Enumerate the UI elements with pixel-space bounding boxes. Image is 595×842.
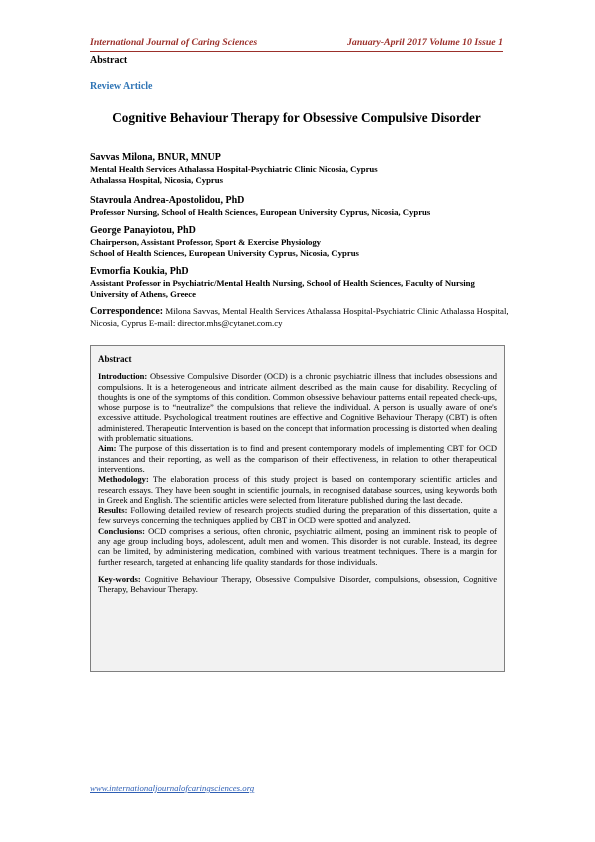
abstract-box [90,345,505,672]
abstract-heading: Abstract [98,354,132,364]
correspondence-text: Milona Savvas, Mental Health Services Athalassa Hospital-Psychiatric Clinic Athalassa Hospital, Nicosia, Cyprus E-mail: director.mhs@cytanet.com.cy [90,306,509,328]
header-rule [90,51,503,52]
article-type: Review Article [90,81,153,92]
section-text: Following detailed review of research projects studied during the preparation of this dissertation, quite a few surveys concerning the techniques applied by CBT in OCD were spotted and analyzed. [98,505,497,526]
correspondence-label: Correspondence: [90,306,164,317]
keywords [98,574,497,595]
abstract-methodology [98,474,497,505]
keywords-text: Cognitive Behaviour Therapy, Obsessive Compulsive Disorder, compulsions, obsession, Cognitive Therapy, Behaviour Therapy. [98,573,497,595]
author-block [90,265,510,300]
section-text: Obsessive Compulsive Disorder (OCD) is a chronic psychiatric illness that includes obsessions and compulsions. It is a heterogeneous and intricate ailment described as the main cause for disability. Recycling of thoughts is one of the symptoms of this condition. Common obsessive behaviour patterns entail repeated check-ups, whose purpose is to “neutralize” the compulsions that relieve the individual. A person is usually aware of one's excessive attitude. Psychological treatment routines are effective and Cognitive Behaviour Therapy (CBT) is often administered. Therapeutic Intervention is based on the concept that information processing is distorted when dealing with problematic situations. [98,371,497,444]
abstract-conclusions [98,526,497,567]
section-label: Aim: [98,443,117,454]
abstract-results [98,505,497,526]
issue-info: January-April 2017 Volume 10 Issue 1 [347,37,503,48]
footer-url-link[interactable]: www.internationaljournalofcaringsciences.org [90,783,255,793]
author-name: Stavroula Andrea-Apostolidou, PhD [90,195,245,206]
correspondence [90,306,510,330]
paper-title: Cognitive Behaviour Therapy for Obsessive Compulsive Disorder [112,110,481,125]
section-text: The elaboration process of this study project is based on contemporary scientific articles and research essays. They have been sought in scientific journals, in recognised database sources, using keywords both in Greek and English. The scientific articles were selected from literature published during the last decade. [98,474,497,505]
author-block [90,151,510,186]
abstract-introduction [98,371,497,443]
author-name: Evmorfia Koukia, PhD [90,266,189,277]
abstract-aim [98,443,497,474]
author-affiliation: Assistant Professor in Psychiatric/Mental Health Nursing, School of Health Sciences, Faculty of Nursing University of Athens, Greece [90,278,475,300]
author-affiliation: Professor Nursing, School of Health Sciences, European University Cyprus, Nicosia, Cyprus [90,207,431,217]
author-block [90,224,510,259]
section-label: Conclusions: [98,525,146,536]
section-label: Introduction: [98,371,148,382]
section-label: Results: [98,505,128,516]
author-affiliation: Chairperson, Assistant Professor, Sport & Exercise Physiology School of Health Sciences, European University Cyprus, Nicosia, Cyprus [90,237,359,259]
author-block [90,194,510,218]
section-header: Abstract [90,55,128,66]
section-label: Methodology: [98,474,149,485]
journal-name: International Journal of Caring Sciences [90,37,258,48]
author-name: George Panayiotou, PhD [90,225,196,236]
author-name: Savvas Milona, BNUR, MNUP [90,152,221,163]
section-text: OCD comprises a serious, often chronic, psychiatric ailment, posing an imminent risk to people of any age group including boys, adolescent, adult men and women. This disorder is not curable. Instead, its degree can be limited, by administering medication, combined with various treatment techniques. There is a margin for further research, targeted at enhancing life quality standards for those individuals. [98,525,497,567]
author-affiliation: Mental Health Services Athalassa Hospital-Psychiatric Clinic Nicosia, Cyprus Athalassa Hospital, Nicosia, Cyprus [90,164,378,186]
keywords-label: Key-words: [98,573,141,584]
section-text: The purpose of this dissertation is to find and present contemporary models of implementing CBT for OCD instances and their reporting, as well as the comparison of their effectiveness, in relation to other therapeutical interventions. [98,443,497,474]
